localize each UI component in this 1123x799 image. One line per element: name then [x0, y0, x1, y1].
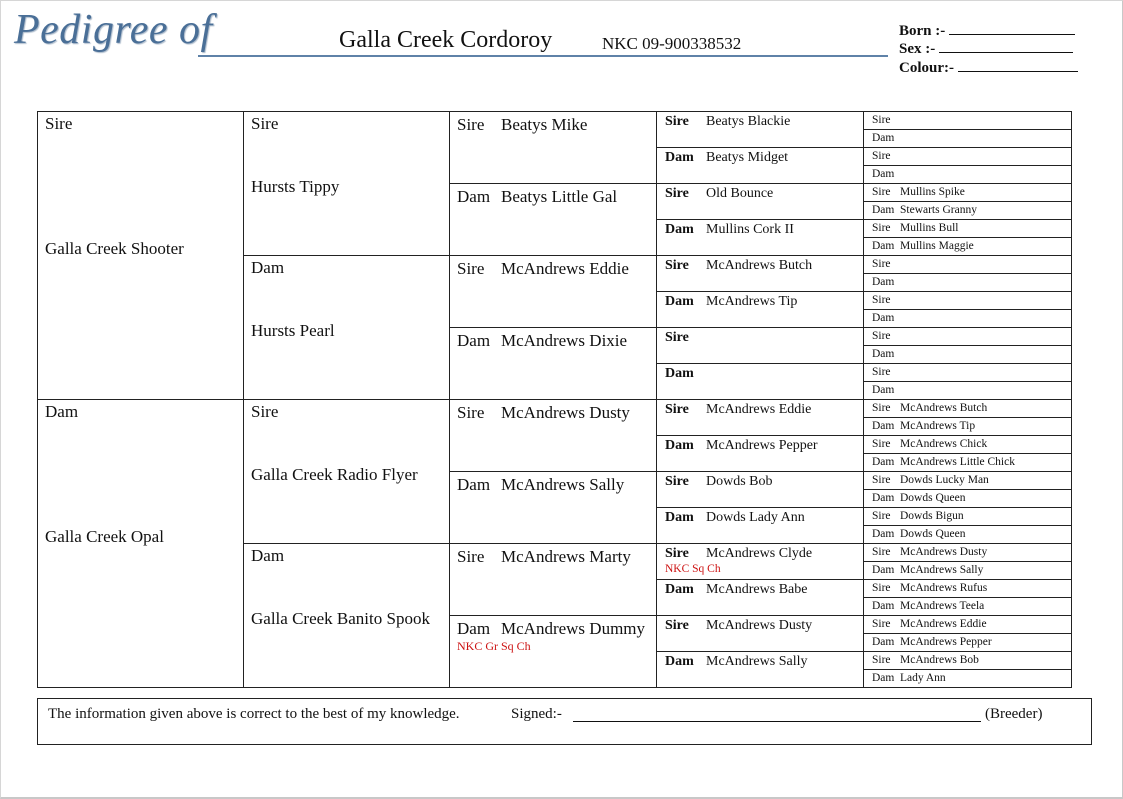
- gen5-name: Lady Ann: [900, 672, 946, 684]
- gen5-cell: [864, 526, 1072, 544]
- gen5-name: Mullins Spike: [900, 186, 965, 198]
- gen3-label: Dam: [457, 331, 491, 350]
- gen5-label: Sire: [872, 546, 891, 558]
- pedigree-row: [38, 112, 1072, 130]
- gen4-name: McAndrews Sally: [706, 654, 808, 669]
- gen4-name: [705, 366, 706, 381]
- gen5-label: Sire: [872, 186, 891, 198]
- sex-input-line[interactable]: [939, 38, 1073, 53]
- sex-label: Sex :-: [899, 41, 936, 57]
- declaration-statement: The information given above is correct to the best of my knowledge.: [48, 706, 460, 722]
- gen5-name: McAndrews Teela: [900, 600, 985, 612]
- registration-number: NKC 09-900338532: [602, 34, 742, 53]
- born-label: Born :-: [899, 23, 946, 39]
- gen3-cell: [450, 328, 657, 400]
- gen5-label: Dam: [872, 348, 895, 360]
- gen5-label: Sire: [872, 438, 891, 450]
- gen4-cell: [657, 112, 864, 148]
- gen5-cell: [864, 472, 1072, 490]
- gen3-cell: [450, 112, 657, 184]
- gen5-cell: [864, 220, 1072, 238]
- gen3-label: Sire: [457, 403, 485, 422]
- gen4-label: Dam: [665, 654, 694, 669]
- gen5-name: McAndrews Butch: [900, 402, 988, 414]
- gen5-cell: [864, 364, 1072, 382]
- pedigree-logo: Pedigree of: [14, 7, 213, 53]
- gen4-name: McAndrews Pepper: [706, 438, 818, 453]
- gen4-name: Old Bounce: [706, 186, 774, 201]
- gen4-label: Sire: [665, 618, 689, 633]
- gen3-label: Dam: [457, 619, 491, 638]
- gen1-entry: [38, 400, 243, 687]
- breeder-label: (Breeder): [985, 706, 1043, 722]
- gen4-name: McAndrews Eddie: [706, 402, 812, 417]
- gen4-label: Dam: [665, 222, 694, 237]
- gen5-cell: [864, 454, 1072, 472]
- gen2-name: Galla Creek Banito Spook: [251, 609, 430, 628]
- gen2-cell: [244, 544, 450, 688]
- gen4-cell: [657, 544, 864, 580]
- gen4-label: Dam: [665, 510, 694, 525]
- gen5-cell: [864, 400, 1072, 418]
- gen5-cell: [864, 292, 1072, 310]
- gen2-label: Sire: [251, 114, 279, 133]
- gen5-label: Sire: [872, 510, 891, 522]
- born-input-line[interactable]: [949, 20, 1075, 35]
- gen5-cell: [864, 508, 1072, 526]
- gen5-name: McAndrews Chick: [900, 438, 988, 450]
- gen4-cell: [657, 184, 864, 220]
- gen3-cell: [450, 184, 657, 256]
- gen2-name: Galla Creek Radio Flyer: [251, 465, 418, 484]
- signature-line[interactable]: [573, 721, 981, 722]
- gen4-title: NKC Sq Ch: [665, 563, 721, 575]
- gen5-cell: [864, 634, 1072, 652]
- gen2-label: Dam: [251, 546, 285, 565]
- gen5-cell: [864, 418, 1072, 436]
- gen5-label: Dam: [872, 276, 895, 288]
- gen5-cell: [864, 184, 1072, 202]
- gen5-cell: [864, 274, 1072, 292]
- gen4-label: Dam: [665, 366, 694, 381]
- gen4-name: Dowds Lady Ann: [706, 510, 805, 525]
- gen4-name: Beatys Blackie: [706, 114, 791, 129]
- pedigree-row: [38, 400, 1072, 418]
- gen5-cell: [864, 652, 1072, 670]
- gen4-cell: [657, 292, 864, 328]
- gen5-label: Dam: [872, 528, 895, 540]
- gen2-name: Hursts Pearl: [251, 321, 335, 340]
- gen2-cell: [244, 112, 450, 256]
- colour-field: [899, 57, 1078, 77]
- declaration-box: [37, 698, 1092, 745]
- gen5-label: Sire: [872, 294, 891, 306]
- gen5-label: Sire: [872, 618, 891, 630]
- gen3-name: McAndrews Dummy: [501, 619, 646, 638]
- gen2-entry: [244, 544, 449, 687]
- gen4-name: McAndrews Babe: [706, 582, 808, 597]
- gen4-label: Dam: [665, 150, 694, 165]
- sex-field: [899, 38, 1073, 58]
- gen5-name: Dowds Lucky Man: [900, 474, 989, 486]
- gen5-cell: [864, 346, 1072, 364]
- gen2-name: Hursts Tippy: [251, 177, 340, 196]
- gen3-cell: [450, 616, 657, 688]
- gen5-name: Mullins Maggie: [900, 240, 974, 252]
- gen4-label: Dam: [665, 582, 694, 597]
- gen5-label: Sire: [872, 366, 891, 378]
- gen4-name: Beatys Midget: [706, 150, 789, 165]
- gen4-cell: [657, 220, 864, 256]
- gen4-cell: [657, 256, 864, 292]
- gen5-cell: [864, 562, 1072, 580]
- gen3-cell: [450, 472, 657, 544]
- gen5-label: Sire: [872, 402, 891, 414]
- gen5-name: McAndrews Rufus: [900, 582, 988, 594]
- gen5-label: Dam: [872, 420, 895, 432]
- gen5-cell: [864, 328, 1072, 346]
- gen4-name: McAndrews Dusty: [706, 618, 813, 633]
- gen4-label: Sire: [665, 474, 689, 489]
- gen5-label: Dam: [872, 384, 895, 396]
- gen5-cell: [864, 256, 1072, 274]
- gen5-name: Dowds Bigun: [900, 510, 964, 522]
- born-field: [899, 20, 1075, 40]
- gen5-cell: [864, 490, 1072, 508]
- gen4-name: Dowds Bob: [706, 474, 773, 489]
- gen5-label: Dam: [872, 672, 895, 684]
- gen4-label: Sire: [665, 186, 689, 201]
- gen3-title: NKC Gr Sq Ch: [457, 639, 531, 653]
- gen5-label: Sire: [872, 330, 891, 342]
- gen5-label: Dam: [872, 456, 895, 468]
- gen4-cell: [657, 616, 864, 652]
- gen1-cell: [38, 112, 244, 400]
- gen5-name: McAndrews Sally: [900, 564, 984, 576]
- gen5-cell: [864, 598, 1072, 616]
- gen4-cell: [657, 652, 864, 688]
- gen5-name: Dowds Queen: [900, 528, 966, 540]
- gen4-cell: [657, 148, 864, 184]
- gen3-name: McAndrews Dixie: [501, 331, 628, 350]
- gen5-label: Sire: [872, 222, 891, 234]
- gen3-label: Sire: [457, 259, 485, 278]
- gen5-label: Sire: [872, 114, 891, 126]
- pedigree-table: [37, 111, 1072, 688]
- gen4-name: McAndrews Clyde: [706, 546, 813, 561]
- gen1-name: Galla Creek Opal: [45, 527, 164, 546]
- signed-label: Signed:-: [511, 706, 562, 722]
- gen3-name: McAndrews Dusty: [501, 403, 630, 422]
- gen5-cell: [864, 130, 1072, 148]
- gen5-label: Sire: [872, 582, 891, 594]
- gen2-label: Dam: [251, 258, 285, 277]
- gen5-label: Dam: [872, 240, 895, 252]
- gen4-cell: [657, 400, 864, 436]
- gen5-label: Dam: [872, 600, 895, 612]
- gen4-label: Sire: [665, 258, 689, 273]
- gen5-cell: [864, 670, 1072, 688]
- gen5-name: Mullins Bull: [900, 222, 959, 234]
- gen5-label: Dam: [872, 492, 895, 504]
- gen1-label: Dam: [45, 402, 79, 421]
- gen5-cell: [864, 202, 1072, 220]
- gen4-cell: [657, 580, 864, 616]
- gen3-name: McAndrews Sally: [501, 475, 625, 494]
- gen3-cell: [450, 400, 657, 472]
- gen5-name: McAndrews Pepper: [900, 636, 992, 648]
- gen5-label: Dam: [872, 132, 895, 144]
- gen5-cell: [864, 580, 1072, 598]
- gen4-cell: [657, 328, 864, 364]
- gen3-label: Sire: [457, 547, 485, 566]
- gen4-label: Dam: [665, 438, 694, 453]
- gen4-cell: [657, 508, 864, 544]
- gen3-label: Dam: [457, 475, 491, 494]
- gen5-label: Dam: [872, 564, 895, 576]
- gen2-entry: [244, 400, 449, 543]
- gen1-cell: [38, 400, 244, 688]
- gen5-cell: [864, 436, 1072, 454]
- gen5-cell: [864, 112, 1072, 130]
- gen4-label: Sire: [665, 402, 689, 417]
- gen3-name: McAndrews Marty: [501, 547, 631, 566]
- gen5-label: Dam: [872, 168, 895, 180]
- gen1-label: Sire: [45, 114, 73, 133]
- colour-input-line[interactable]: [958, 57, 1078, 72]
- gen2-label: Sire: [251, 402, 279, 421]
- gen5-label: Sire: [872, 150, 891, 162]
- gen5-cell: [864, 310, 1072, 328]
- gen3-name: Beatys Little Gal: [501, 187, 618, 206]
- gen4-name: McAndrews Tip: [706, 294, 798, 309]
- gen2-entry: [244, 112, 449, 255]
- gen5-label: Sire: [872, 258, 891, 270]
- title-underline: [198, 55, 888, 57]
- gen4-label: Sire: [665, 114, 689, 129]
- gen3-cell: [450, 544, 657, 616]
- gen4-label: Sire: [665, 546, 689, 561]
- gen4-cell: [657, 436, 864, 472]
- gen5-name: McAndrews Little Chick: [900, 456, 1015, 468]
- gen5-name: McAndrews Dusty: [900, 546, 988, 558]
- gen5-cell: [864, 382, 1072, 400]
- gen5-name: McAndrews Tip: [900, 420, 976, 432]
- gen4-label: Dam: [665, 294, 694, 309]
- gen4-name: [705, 330, 706, 345]
- gen5-label: Dam: [872, 636, 895, 648]
- gen4-label: Sire: [665, 330, 689, 345]
- gen1-name: Galla Creek Shooter: [45, 239, 184, 258]
- gen2-cell: [244, 400, 450, 544]
- gen1-entry: [38, 112, 243, 399]
- gen5-cell: [864, 148, 1072, 166]
- gen2-entry: [244, 256, 449, 399]
- gen4-name: Mullins Cork II: [706, 222, 794, 237]
- gen4-cell: [657, 472, 864, 508]
- gen3-label: Dam: [457, 187, 491, 206]
- gen3-cell: [450, 256, 657, 328]
- gen5-label: Sire: [872, 654, 891, 666]
- gen5-cell: [864, 616, 1072, 634]
- gen3-name: Beatys Mike: [501, 115, 588, 134]
- gen5-cell: [864, 544, 1072, 562]
- gen2-cell: [244, 256, 450, 400]
- dog-name: Galla Creek Cordoroy: [339, 27, 553, 53]
- gen3-name: McAndrews Eddie: [501, 259, 629, 278]
- gen5-cell: [864, 166, 1072, 184]
- gen5-name: McAndrews Eddie: [900, 618, 987, 630]
- gen4-name: McAndrews Butch: [706, 258, 813, 273]
- colour-label: Colour:-: [899, 60, 954, 76]
- gen5-name: Stewarts Granny: [900, 204, 977, 216]
- gen5-name: Dowds Queen: [900, 492, 966, 504]
- gen4-cell: [657, 364, 864, 400]
- gen5-label: Sire: [872, 474, 891, 486]
- gen5-label: Dam: [872, 204, 895, 216]
- gen3-label: Sire: [457, 115, 485, 134]
- gen5-name: McAndrews Bob: [900, 654, 979, 666]
- gen5-label: Dam: [872, 312, 895, 324]
- gen5-cell: [864, 238, 1072, 256]
